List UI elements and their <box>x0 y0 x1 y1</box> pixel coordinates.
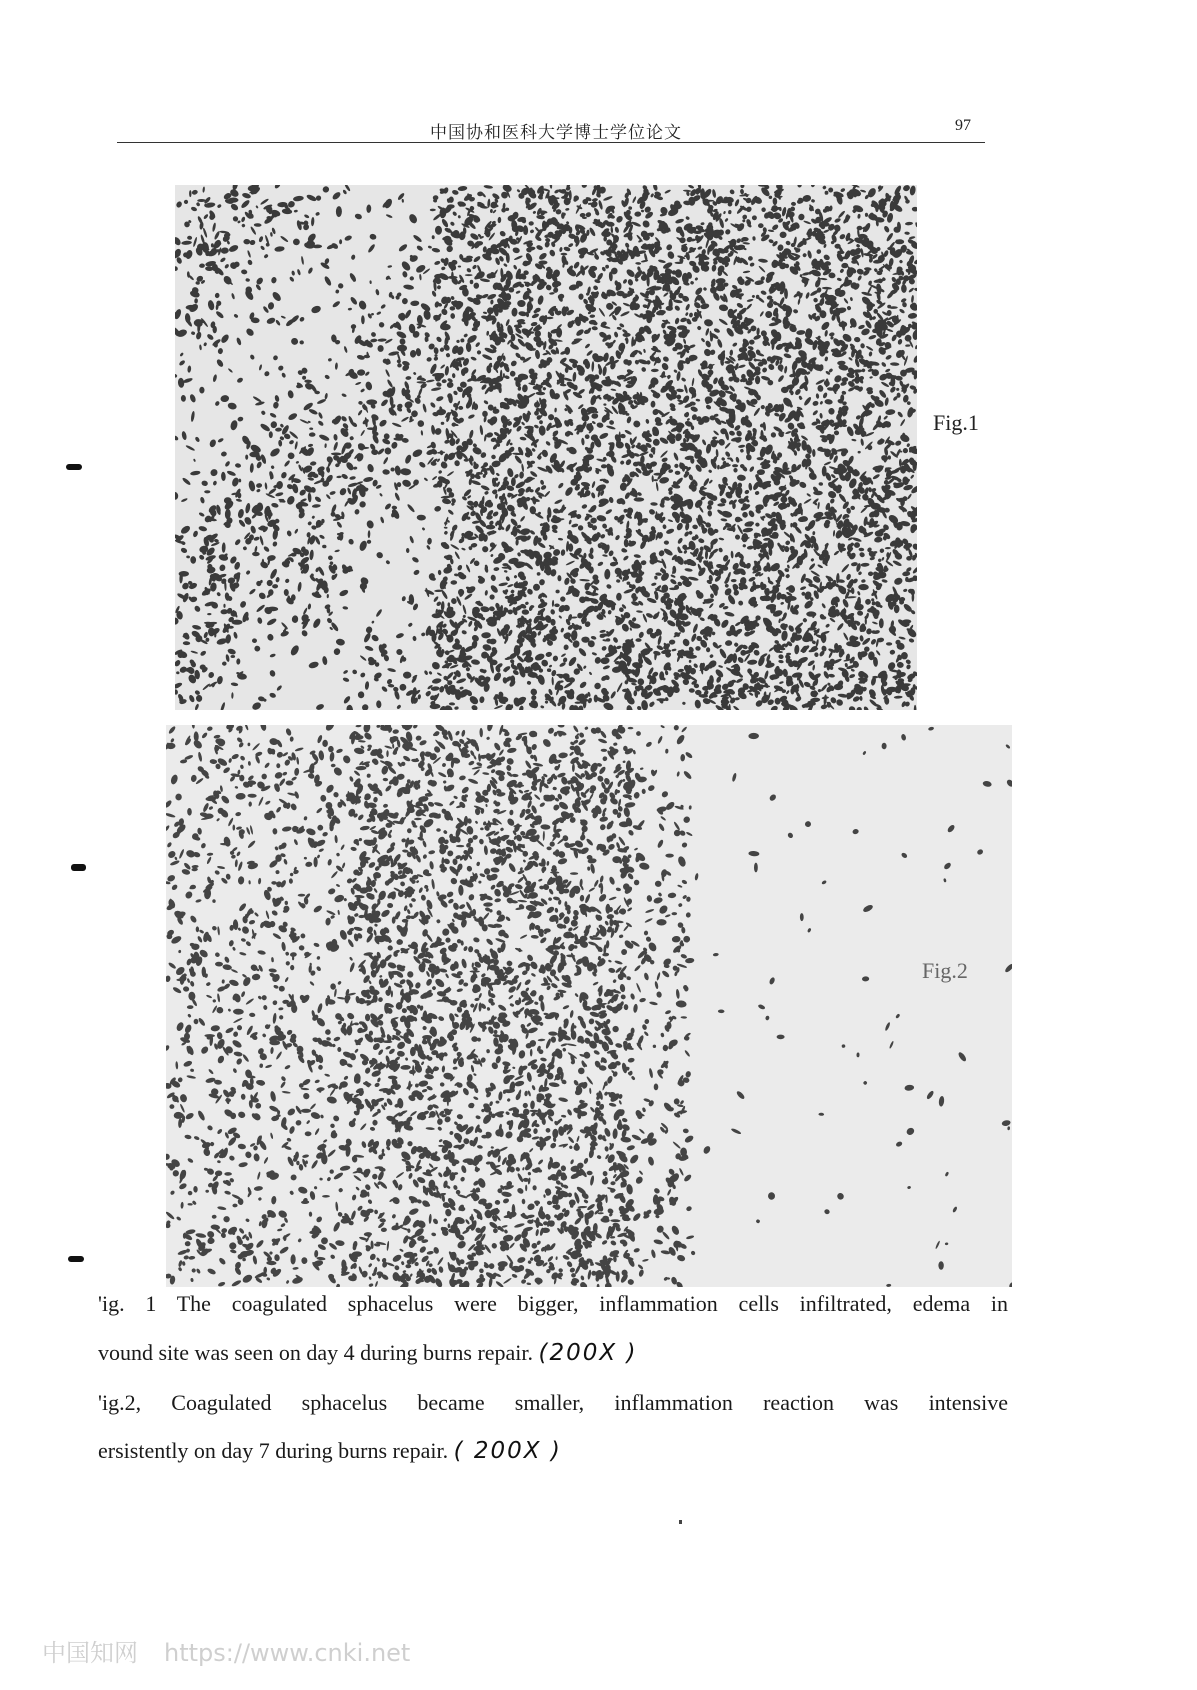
stray-mark <box>679 1520 682 1524</box>
figure-2-micrograph <box>166 725 1012 1287</box>
caption-1-magnification: (200X ) <box>538 1340 638 1366</box>
caption-1-line-2 <box>98 1339 1008 1367</box>
figure-2-label: Fig.2 <box>922 958 968 983</box>
caption-2-magnification: ( 200X ) <box>453 1438 562 1464</box>
page-number: 97 <box>955 117 971 134</box>
caption-2-line-1: 'ig.2, Coagulated sphacelus became smaller, inflammation reaction was intensive <box>98 1390 1008 1415</box>
figure-1-micrograph <box>175 185 917 710</box>
margin-mark <box>68 1256 84 1262</box>
cnki-watermark <box>42 1633 410 1668</box>
running-header-title: 中国协和医科大学博士学位论文 <box>430 123 682 143</box>
caption-2-line-2 <box>98 1437 1008 1465</box>
figure-1-label: Fig.1 <box>933 410 979 435</box>
margin-mark <box>66 464 82 470</box>
cnki-logo-text: 中国知网 <box>42 1639 138 1667</box>
header-rule <box>117 142 985 143</box>
caption-2-line-2-text: ersistently on day 7 during burns repair. <box>98 1438 449 1463</box>
margin-mark <box>71 864 86 871</box>
figure-1-tissue-image <box>175 185 917 710</box>
figure-2-tissue-image <box>166 725 1012 1287</box>
caption-1-line-2-text: vound site was seen on day 4 during burns repair. <box>98 1340 534 1365</box>
cnki-url: https://www.cnki.net <box>164 1639 411 1667</box>
caption-1-line-1: 'ig. 1 The coagulated sphacelus were bigger, inflammation cells infiltrated, edema in <box>98 1291 1008 1316</box>
